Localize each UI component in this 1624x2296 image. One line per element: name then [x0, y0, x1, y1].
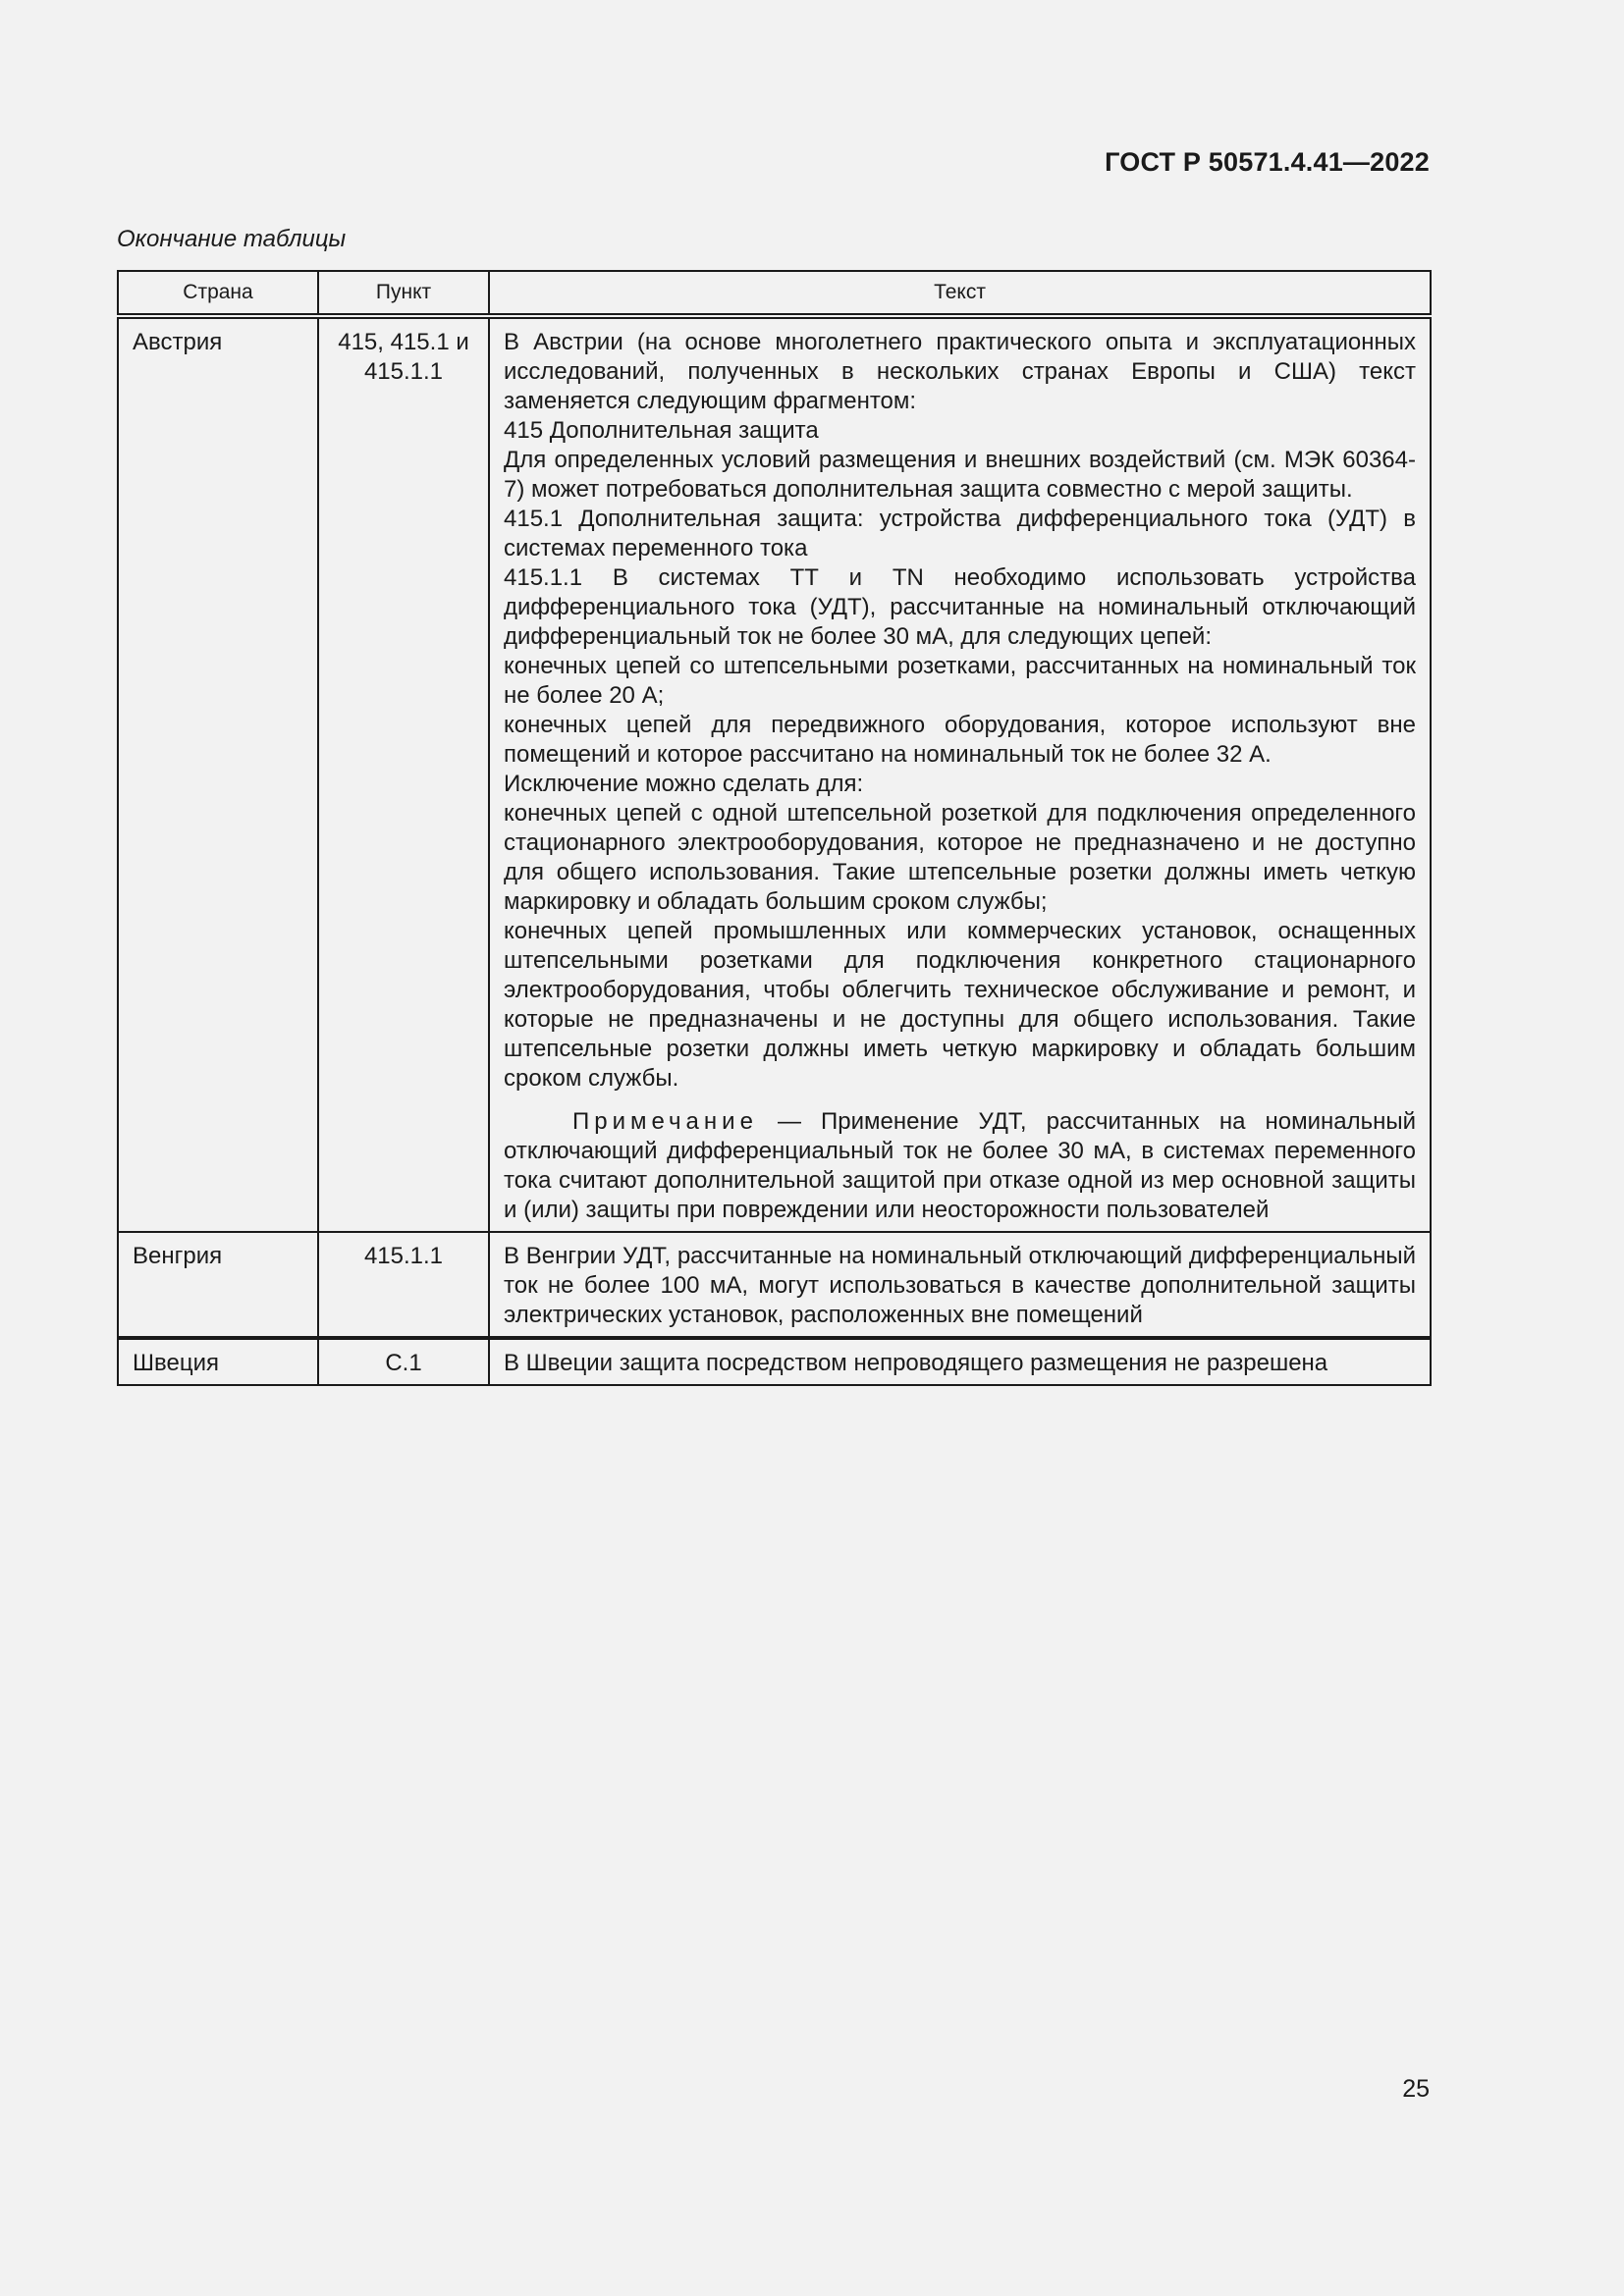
text-paragraph: конечных цепей для передвижного оборудования, которое используют вне помещений и которое рассчитано на номинальный ток не более 32 А.: [504, 712, 1416, 768]
note: [504, 1107, 1416, 1225]
text-paragraph: конечных цепей со штепсельными розетками, рассчитанных на номинальный ток не более 20 А;: [504, 653, 1416, 709]
standard-designation: ГОСТ Р 50571.4.41—2022: [1105, 147, 1430, 177]
table-header-row: [118, 271, 1431, 316]
text-paragraph: В Австрии (на основе многолетнего практического опыта и эксплуатационных исследований, полученных в нескольких странах Европы и США) текст заменяется следующим фрагментом:: [504, 329, 1416, 414]
text-cell: В Венгрии УДТ, рассчитанные на номинальный отключающий дифференциальный ток не более 100 мА, могут использоваться в качестве дополнительной защиты электрических установок, расположенных вне помещений: [489, 1232, 1431, 1338]
clause-cell: 415, 415.1 и 415.1.1: [318, 316, 489, 1232]
text-cell: В Швеции защита посредством непроводящего размещения не разрешена: [489, 1338, 1431, 1385]
header-country: Страна: [118, 271, 318, 316]
header-text: Текст: [489, 271, 1431, 316]
text-paragraph: конечных цепей с одной штепсельной розеткой для подключения определенного стационарного электрооборудования, которое не предназначено и не доступно для общего использования. Такие штепсельные розетки должны иметь четкую маркировку и обладать большим сроком службы;: [504, 800, 1416, 915]
table-caption: Окончание таблицы: [117, 226, 347, 252]
text-paragraph: 415 Дополнительная защита: [504, 417, 819, 444]
table-row-hungary: [118, 1232, 1431, 1338]
note-label: Примечание: [572, 1108, 758, 1135]
page-number: 25: [1402, 2075, 1430, 2103]
text-paragraph: 415.1 Дополнительная защита: устройства дифференциального тока (УДТ) в системах переменного тока: [504, 506, 1416, 561]
clause-cell: 415.1.1: [318, 1232, 489, 1338]
note-text: — Применение УДТ, рассчитанных на номинальный отключающий дифференциальный ток не более 30 мА, в системах переменного тока считают дополнительной защитой при отказе одной из мер основной защиты и (или) защиты при повреждении или неосторожности пользователей: [504, 1108, 1416, 1223]
text-paragraph: 415.1.1 В системах ТТ и TN необходимо использовать устройства дифференциального тока (УДТ), рассчитанные на номинальный отключающий дифференциальный ток не более 30 мА, для следующих цепей:: [504, 564, 1416, 650]
text-cell: [489, 316, 1431, 1232]
country-deviations-table: [117, 270, 1432, 1386]
clause-cell: С.1: [318, 1338, 489, 1385]
table-row-austria: [118, 316, 1431, 1232]
country-cell: Австрия: [118, 316, 318, 1232]
text-paragraph: конечных цепей промышленных или коммерческих установок, оснащенных штепсельными розетками для подключения конкретного стационарного электрооборудования, чтобы облегчить техническое обслуживание и ремонт, и которые не предназначены и не доступны для общего использования. Такие штепсельные розетки должны иметь четкую маркировку и обладать большим сроком службы.: [504, 918, 1416, 1092]
country-cell: Венгрия: [118, 1232, 318, 1338]
text-paragraph: Исключение можно сделать для:: [504, 771, 864, 797]
table-row-sweden: [118, 1338, 1431, 1385]
country-cell: Швеция: [118, 1338, 318, 1385]
header-clause: Пункт: [318, 271, 489, 316]
text-paragraph: Для определенных условий размещения и внешних воздействий (см. МЭК 60364-7) может потребоваться дополнительная защита совместно с мерой защиты.: [504, 447, 1416, 503]
